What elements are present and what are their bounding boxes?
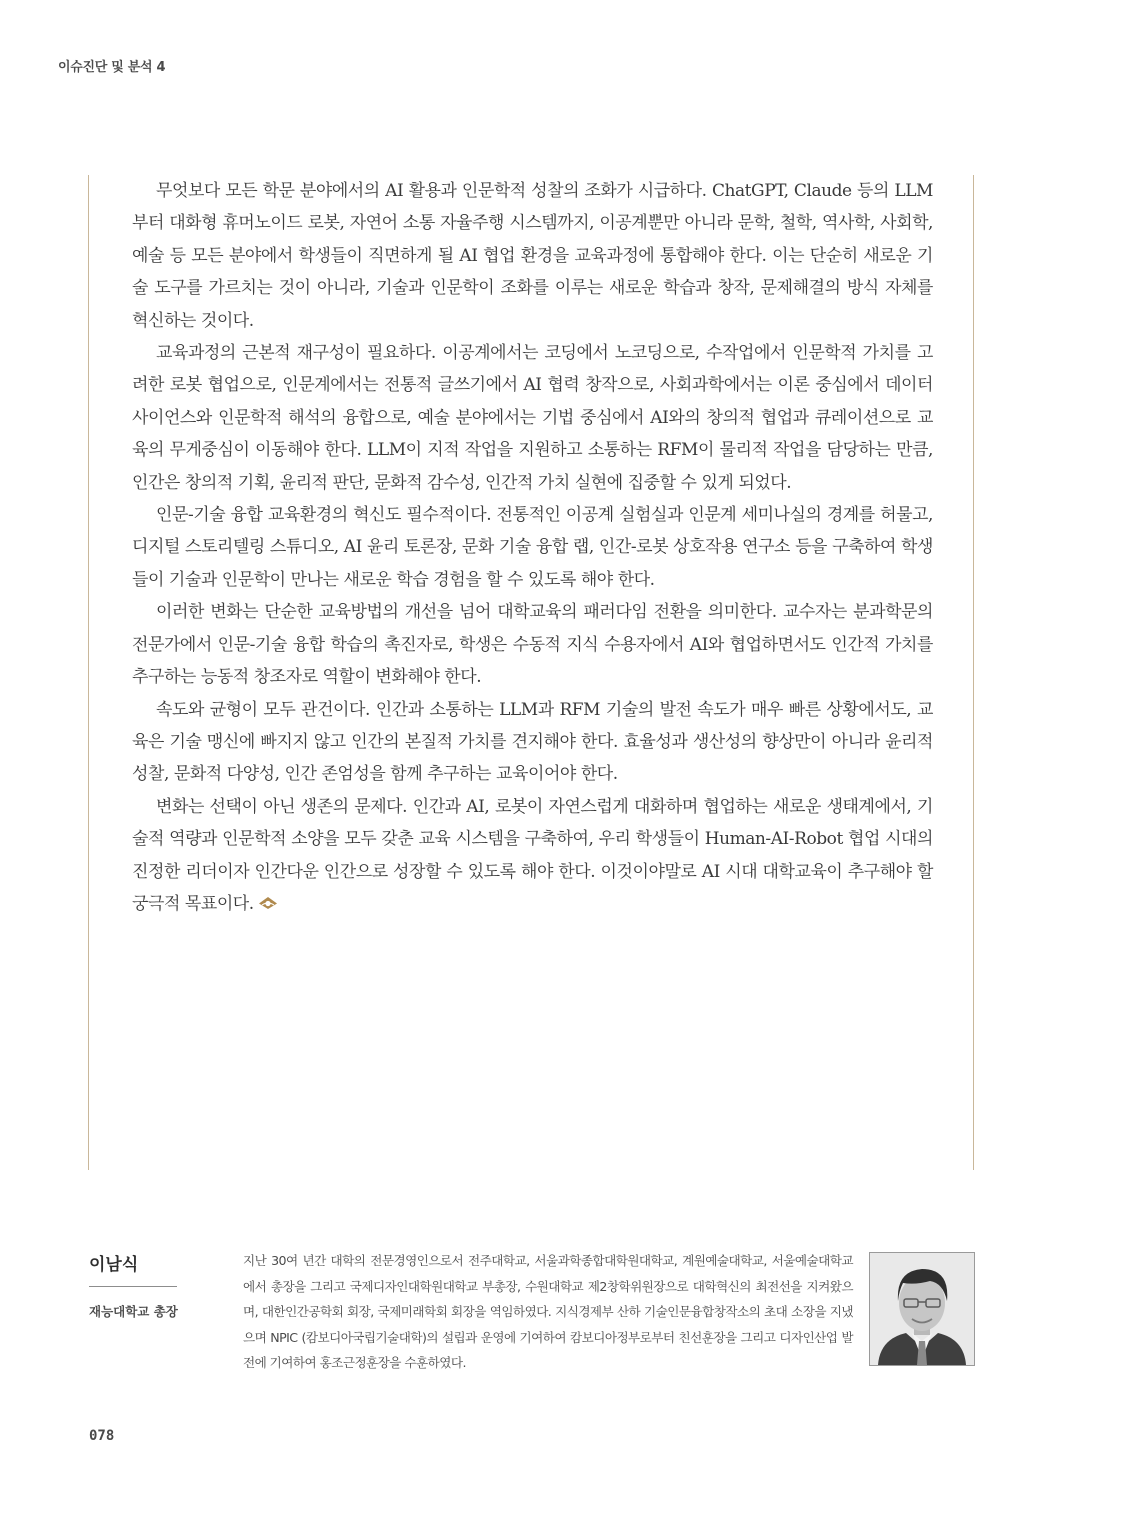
page-number: 078	[89, 1428, 115, 1444]
article-body	[88, 175, 974, 1170]
section-header: 이슈진단 및 분석 4	[58, 60, 166, 75]
author-title: 재능대학교 총장	[89, 1304, 178, 1319]
article-paragraph-1: 무엇보다 모든 학문 분야에서의 AI 활용과 인문학적 성찰의 조화가 시급하다. ChatGPT, Claude 등의 LLM부터 대화형 휴머노이드 로봇, 자연어 소통 자율주행 시스템까지, 이공계뿐만 아니라 문학, 철학, 역사학, 사회학, 예술 등 모든 분야에서 학생들이 직면하게 될 AI 협업 환경을 교육과정에 통합해야 한다. 이는 단순히 새로운 기술 도구를 가르치는 것이 아니라, 기술과 인문학이 조화를 이루는 새로운 학습과 창작, 문제해결의 방식 자체를 혁신하는 것이다.	[132, 181, 933, 331]
author-photo	[869, 1252, 975, 1366]
article-paragraph-3: 인문-기술 융합 교육환경의 혁신도 필수적이다. 전통적인 이공계 실험실과 인문계 세미나실의 경계를 허물고, 디지털 스토리텔링 스튜디오, AI 윤리 토론장, 문화 기술 융합 랩, 인간-로봇 상호작용 연구소 등을 구축하여 학생들이 기술과 인문학이 만나는 새로운 학습 경험을 할 수 있도록 해야 한다.	[132, 505, 933, 590]
article-paragraph-2: 교육과정의 근본적 재구성이 필요하다. 이공계에서는 코딩에서 노코딩으로, 수작업에서 인문학적 가치를 고려한 로봇 협업으로, 인문계에서는 전통적 글쓰기에서 AI 협력 창작으로, 사회과학에서는 이론 중심에서 데이터 사이언스와 인문학적 해석의 융합으로, 예술 분야에서는 기법 중심에서 AI와의 창의적 협업과 큐레이션으로 교육의 무게중심이 이동해야 한다. LLM이 지적 작업을 지원하고 소통하는 RFM이 물리적 작업을 담당하는 만큼, 인간은 창의적 기획, 윤리적 판단, 문화적 감수성, 인간적 가치 실현에 집중할 수 있게 되었다.	[132, 343, 933, 493]
article-paragraph-4: 이러한 변화는 단순한 교육방법의 개선을 넘어 대학교육의 패러다임 전환을 의미한다. 교수자는 분과학문의 전문가에서 인문-기술 융합 학습의 촉진자로, 학생은 수동적 지식 수용자에서 AI와 협업하면서도 인간적 가치를 추구하는 능동적 창조자로 역할이 변화해야 한다.	[132, 602, 933, 688]
article-paragraph-5: 속도와 균형이 모두 관건이다. 인간과 소통하는 LLM과 RFM 기술의 발전 속도가 매우 빠른 상황에서도, 교육은 기술 맹신에 빠지지 않고 인간의 본질적 가치를 견지해야 한다. 효율성과 생산성의 향상만이 아니라 윤리적 성찰, 문화적 다양성, 인간 존엄성을 함께 추구하는 교육이어야 한다.	[132, 699, 933, 785]
article-paragraph-6	[132, 791, 933, 921]
author-portrait-illustration	[870, 1253, 974, 1365]
author-bio: 지난 30여 년간 대학의 전문경영인으로서 전주대학교, 서울과학종합대학원대학교, 계원예술대학교, 서울예술대학교에서 총장을 그리고 국제디자인대학원대학교 부총장, 수원대학교 제2창학위원장으로 대학혁신의 최전선을 지켜왔으며, 대한인간공학회 회장, 국제미래학회 회장을 역임하였다. 지식경제부 산하 기술인문융합창작소의 초대 소장을 지냈으며 NPIC (캄보디아국립기술대학)의 설립과 운영에 기여하여 캄보디아정부로부터 친선훈장을 그리고 디자인산업 발전에 기여하여 홍조근정훈장을 수훈하였다.	[243, 1253, 853, 1370]
author-divider	[89, 1286, 177, 1287]
diamond-ornament-icon	[258, 896, 278, 910]
article-paragraph-6-text: 변화는 선택이 아닌 생존의 문제다. 인간과 AI, 로봇이 자연스럽게 대화하며 협업하는 새로운 생태계에서, 기술적 역량과 인문학적 소양을 모두 갖춘 교육 시스템을 구축하여, 우리 학생들이 Human-AI-Robot 협업 시대의 진정한 리더이자 인간다운 인간으로 성장할 수 있도록 해야 한다. 이것이야말로 AI 시대 대학교육이 추구해야 할 궁극적 목표이다.	[132, 796, 933, 914]
author-name: 이남식	[89, 1255, 139, 1275]
